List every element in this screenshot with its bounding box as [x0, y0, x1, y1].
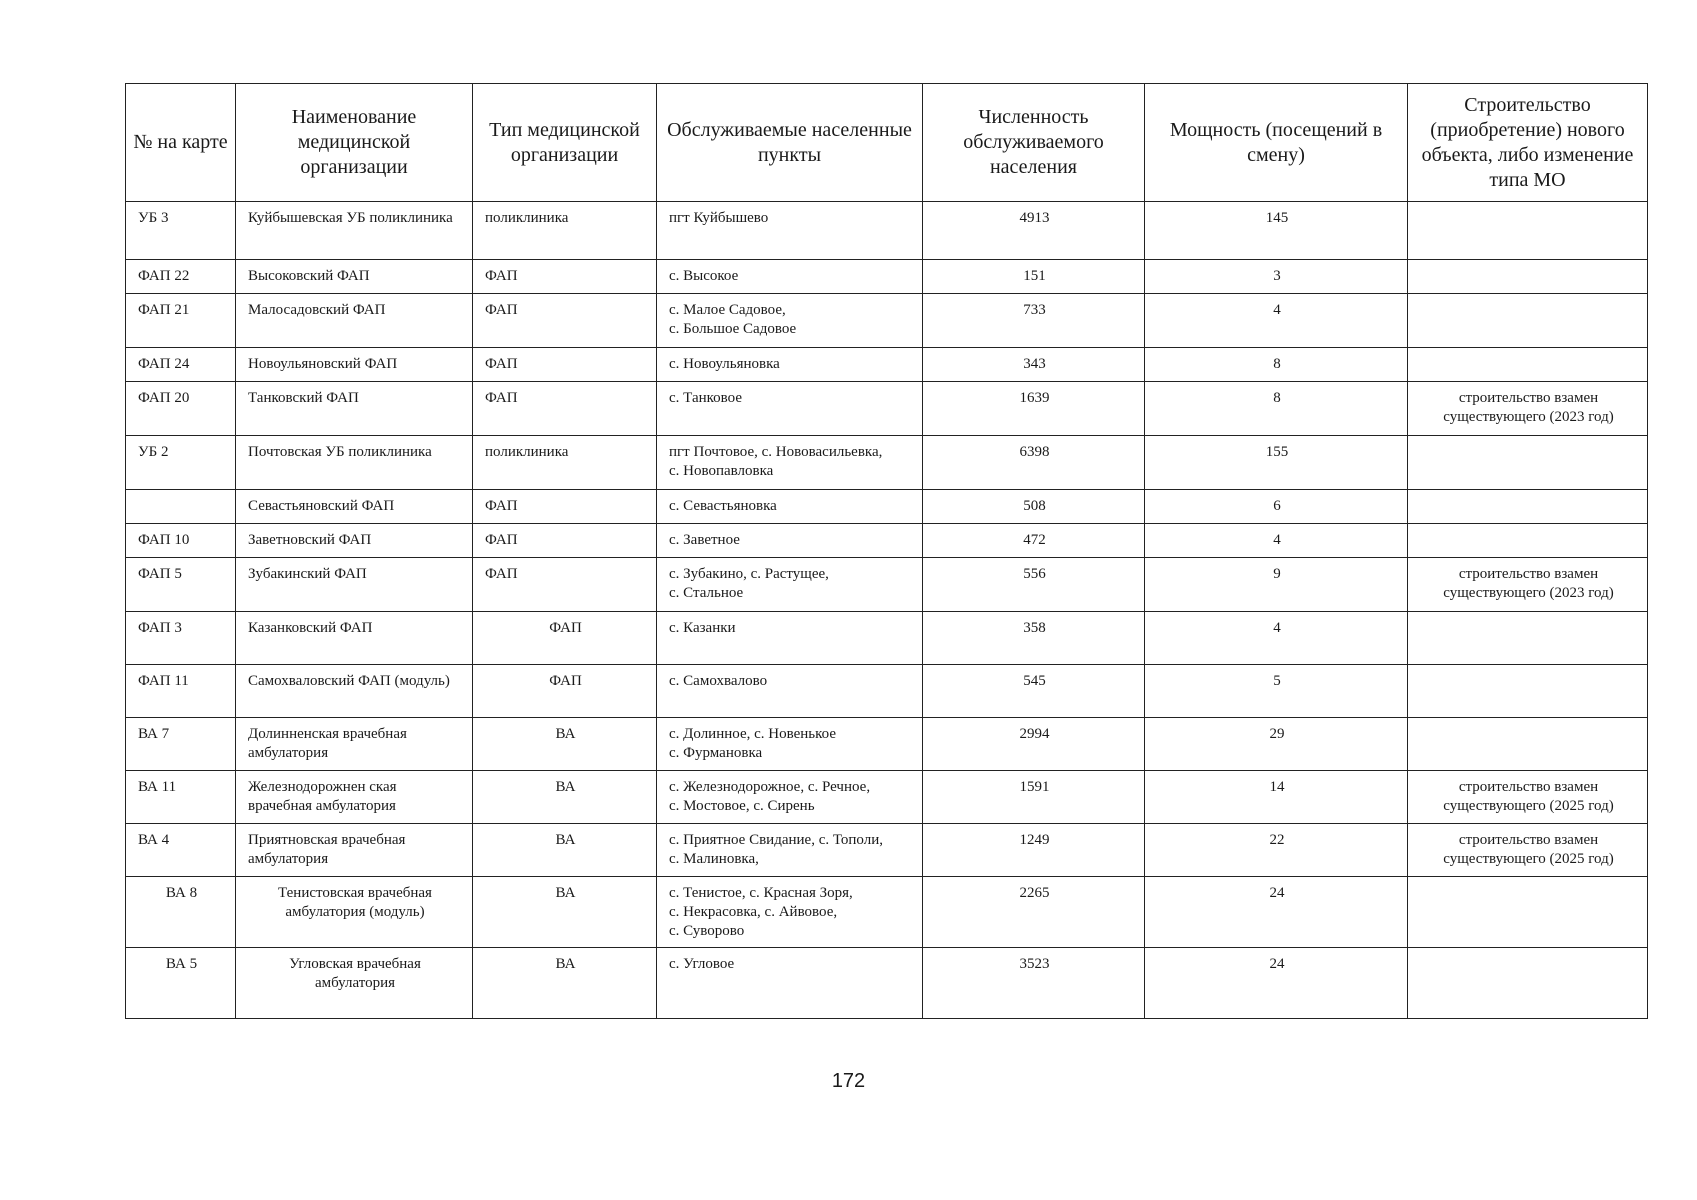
header-organization-type: Тип медицинской организации [473, 84, 657, 202]
cell-map-number: УБ 2 [126, 436, 236, 490]
cell-map-number: ФАП 10 [126, 524, 236, 558]
table-row [126, 524, 1648, 558]
table-row [126, 202, 1648, 260]
cell-population: 545 [923, 665, 1145, 718]
table-body [126, 202, 1648, 1019]
cell-served-settlements: с. Угловое [657, 948, 923, 1019]
table-row [126, 824, 1648, 877]
cell-organization-name: Высоковский ФАП [236, 260, 473, 294]
cell-organization-name: Угловская врачебная амбулатория [236, 948, 473, 1019]
header-map-number: № на карте [126, 84, 236, 202]
cell-map-number: ФАП 20 [126, 382, 236, 436]
cell-organization-name: Почтовская УБ поликлиника [236, 436, 473, 490]
cell-organization-name: Долинненская врачебная амбулатория [236, 718, 473, 771]
cell-organization-type: ФАП [473, 612, 657, 665]
cell-organization-name: Железнодорожнен ская врачебная амбулатория [236, 771, 473, 824]
cell-served-settlements: с. Зубакино, с. Растущее, с. Стальное [657, 558, 923, 612]
table-row [126, 771, 1648, 824]
cell-served-settlements: с. Новоульяновка [657, 348, 923, 382]
table-row [126, 260, 1648, 294]
cell-population: 2265 [923, 877, 1145, 948]
cell-construction: строительство взамен существующего (2023 год) [1408, 558, 1648, 612]
cell-organization-name: Заветновский ФАП [236, 524, 473, 558]
cell-organization-name: Зубакинский ФАП [236, 558, 473, 612]
cell-organization-type: ВА [473, 824, 657, 877]
cell-population: 472 [923, 524, 1145, 558]
cell-capacity: 5 [1145, 665, 1408, 718]
cell-population: 2994 [923, 718, 1145, 771]
table-row [126, 294, 1648, 348]
cell-organization-name: Танковский ФАП [236, 382, 473, 436]
table-row [126, 348, 1648, 382]
cell-capacity: 9 [1145, 558, 1408, 612]
cell-capacity: 6 [1145, 490, 1408, 524]
cell-organization-type: ФАП [473, 348, 657, 382]
cell-construction [1408, 948, 1648, 1019]
cell-map-number: ВА 11 [126, 771, 236, 824]
cell-served-settlements: пгт Куйбышево [657, 202, 923, 260]
header-construction: Строительство (приобретение) нового объекта, либо изменение типа МО [1408, 84, 1648, 202]
cell-map-number: ФАП 21 [126, 294, 236, 348]
cell-capacity: 22 [1145, 824, 1408, 877]
cell-construction [1408, 524, 1648, 558]
cell-map-number: ВА 4 [126, 824, 236, 877]
cell-population: 733 [923, 294, 1145, 348]
cell-construction [1408, 665, 1648, 718]
header-capacity: Мощность (посещений в смену) [1145, 84, 1408, 202]
page-number: 172 [831, 1070, 866, 1092]
cell-organization-type: ВА [473, 948, 657, 1019]
cell-organization-type: ФАП [473, 558, 657, 612]
table-row [126, 948, 1648, 1019]
cell-construction [1408, 348, 1648, 382]
cell-map-number: ФАП 22 [126, 260, 236, 294]
cell-construction [1408, 202, 1648, 260]
cell-capacity: 24 [1145, 877, 1408, 948]
cell-served-settlements: с. Малое Садовое, с. Большое Садовое [657, 294, 923, 348]
table-row [126, 612, 1648, 665]
cell-served-settlements: с. Казанки [657, 612, 923, 665]
cell-capacity: 155 [1145, 436, 1408, 490]
cell-organization-name: Приятновская врачебная амбулатория [236, 824, 473, 877]
cell-served-settlements: с. Севастьяновка [657, 490, 923, 524]
table-row [126, 665, 1648, 718]
cell-map-number: ВА 5 [126, 948, 236, 1019]
cell-population: 6398 [923, 436, 1145, 490]
cell-population: 508 [923, 490, 1145, 524]
cell-map-number: ВА 8 [126, 877, 236, 948]
cell-organization-name: Тенистовская врачебная амбулатория (модуль) [236, 877, 473, 948]
cell-construction: строительство взамен существующего (2023 год) [1408, 382, 1648, 436]
cell-construction [1408, 877, 1648, 948]
cell-capacity: 145 [1145, 202, 1408, 260]
table-row [126, 718, 1648, 771]
cell-served-settlements: с. Самохвалово [657, 665, 923, 718]
cell-map-number: ФАП 11 [126, 665, 236, 718]
cell-construction [1408, 612, 1648, 665]
table-row [126, 558, 1648, 612]
table-row [126, 490, 1648, 524]
cell-organization-type: ВА [473, 718, 657, 771]
cell-population: 556 [923, 558, 1145, 612]
cell-population: 343 [923, 348, 1145, 382]
cell-served-settlements: пгт Почтовое, с. Нововасильевка, с. Новопавловка [657, 436, 923, 490]
cell-organization-type: ФАП [473, 382, 657, 436]
cell-map-number: УБ 3 [126, 202, 236, 260]
cell-served-settlements: с. Долинное, с. Новенькое с. Фурмановка [657, 718, 923, 771]
cell-served-settlements: с. Танковое [657, 382, 923, 436]
cell-construction: строительство взамен существующего (2025 год) [1408, 771, 1648, 824]
cell-served-settlements: с. Заветное [657, 524, 923, 558]
cell-organization-type: ФАП [473, 490, 657, 524]
cell-map-number: ФАП 5 [126, 558, 236, 612]
cell-capacity: 4 [1145, 294, 1408, 348]
cell-organization-type: ВА [473, 877, 657, 948]
cell-construction [1408, 436, 1648, 490]
cell-served-settlements: с. Высокое [657, 260, 923, 294]
cell-map-number: ФАП 24 [126, 348, 236, 382]
cell-served-settlements: с. Железнодорожное, с. Речное, с. Мостовое, с. Сирень [657, 771, 923, 824]
table-row [126, 436, 1648, 490]
cell-organization-name: Куйбышевская УБ поликлиника [236, 202, 473, 260]
cell-organization-type: ФАП [473, 665, 657, 718]
cell-population: 358 [923, 612, 1145, 665]
cell-map-number: ВА 7 [126, 718, 236, 771]
cell-population: 3523 [923, 948, 1145, 1019]
table-row [126, 877, 1648, 948]
cell-construction: строительство взамен существующего (2025 год) [1408, 824, 1648, 877]
cell-map-number: ФАП 3 [126, 612, 236, 665]
medical-organizations-table [125, 83, 1648, 1019]
cell-served-settlements: с. Тенистое, с. Красная Зоря, с. Некрасовка, с. Айвовое, с. Суворово [657, 877, 923, 948]
table-row [126, 382, 1648, 436]
cell-organization-name: Севастьяновский ФАП [236, 490, 473, 524]
header-organization-name: Наименование медицинской организации [236, 84, 473, 202]
cell-construction [1408, 490, 1648, 524]
cell-organization-name: Самохваловский ФАП (модуль) [236, 665, 473, 718]
cell-capacity: 4 [1145, 524, 1408, 558]
cell-construction [1408, 294, 1648, 348]
cell-map-number [126, 490, 236, 524]
cell-organization-name: Новоульяновский ФАП [236, 348, 473, 382]
cell-construction [1408, 718, 1648, 771]
cell-served-settlements: с. Приятное Свидание, с. Тополи, с. Малиновка, [657, 824, 923, 877]
cell-organization-type: ФАП [473, 294, 657, 348]
cell-capacity: 14 [1145, 771, 1408, 824]
cell-construction [1408, 260, 1648, 294]
cell-organization-type: ВА [473, 771, 657, 824]
cell-organization-type: ФАП [473, 524, 657, 558]
header-served-settlements: Обслуживаемые населенные пункты [657, 84, 923, 202]
cell-population: 4913 [923, 202, 1145, 260]
cell-population: 151 [923, 260, 1145, 294]
cell-capacity: 8 [1145, 382, 1408, 436]
cell-capacity: 4 [1145, 612, 1408, 665]
cell-population: 1639 [923, 382, 1145, 436]
cell-organization-name: Малосадовский ФАП [236, 294, 473, 348]
cell-population: 1249 [923, 824, 1145, 877]
table-header-row [126, 84, 1648, 202]
cell-capacity: 3 [1145, 260, 1408, 294]
cell-organization-type: поликлиника [473, 436, 657, 490]
cell-population: 1591 [923, 771, 1145, 824]
cell-capacity: 29 [1145, 718, 1408, 771]
cell-organization-name: Казанковский ФАП [236, 612, 473, 665]
cell-capacity: 24 [1145, 948, 1408, 1019]
cell-organization-type: поликлиника [473, 202, 657, 260]
header-population: Численность обслуживаемого населения [923, 84, 1145, 202]
cell-organization-type: ФАП [473, 260, 657, 294]
cell-capacity: 8 [1145, 348, 1408, 382]
